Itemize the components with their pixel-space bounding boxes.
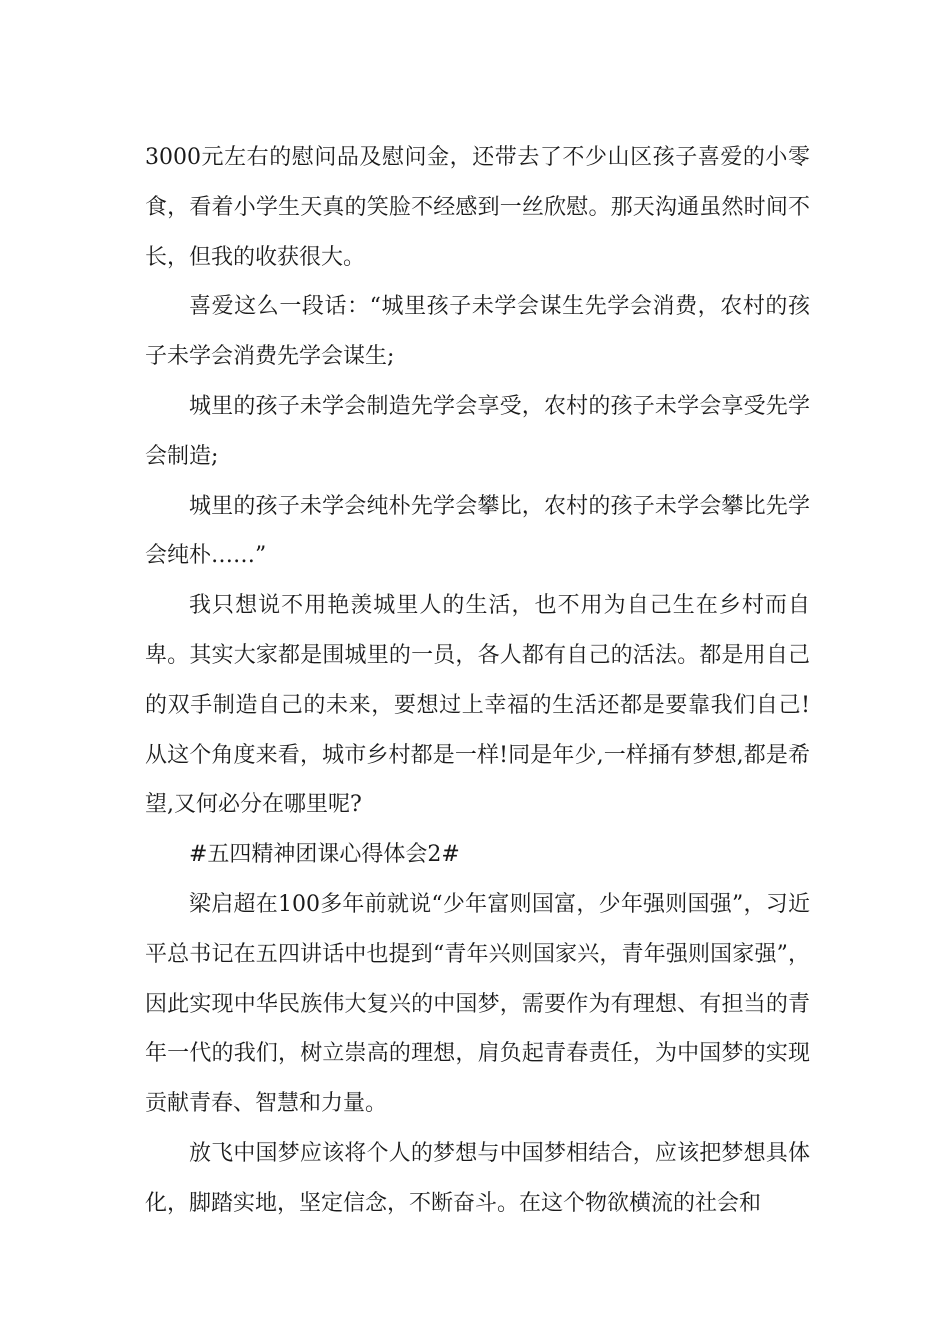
section-heading: #五四精神团课心得体会2# bbox=[189, 842, 460, 868]
paragraph-5: 我只想说不用艳羡城里人的生活，也不用为自己生在乡村而自卑。其实大家都是围城里的一员，各人都有自己的活法。都是用自己的双手制造自己的未来，要想过上幸福的生活还都是要靠我们自己!从这个角度来看，城市乡村都是一样!同是年少,一样捅有梦想,都是希望,又何必分在哪里呢? bbox=[145, 593, 810, 818]
paragraph-1: 3000元左右的慰问品及慰问金，还带去了不少山区孩子喜爱的小零食，看着小学生天真的笑脸不经感到一丝欣慰。那天沟通虽然时间不长，但我的收获很大。 bbox=[145, 145, 810, 270]
document-body bbox=[145, 133, 810, 1229]
paragraph-2: 喜爱这么一段话：“城里孩子未学会谋生先学会消费，农村的孩子未学会消费先学会谋生; bbox=[145, 294, 810, 370]
paragraph-4: 城里的孩子未学会纯朴先学会攀比，农村的孩子未学会攀比先学会纯朴……” bbox=[145, 493, 810, 569]
paragraph-8: 放飞中国梦应该将个人的梦想与中国梦相结合，应该把梦想具体化，脚踏实地，坚定信念，不断奋斗。在这个物欲横流的社会和 bbox=[145, 1140, 810, 1216]
paragraph-7: 梁启超在100多年前就说“少年富则国富，少年强则国强”，习近平总书记在五四讲话中也提到“青年兴则国家兴，青年强则国家强”，因此实现中华民族伟大复兴的中国梦，需要作为有理想、有担当的青年一代的我们，树立崇高的理想，肩负起青春责任，为中国梦的实现贡献青春、智慧和力量。 bbox=[145, 891, 810, 1117]
paragraph-3: 城里的孩子未学会制造先学会享受，农村的孩子未学会享受先学会制造; bbox=[145, 393, 810, 469]
